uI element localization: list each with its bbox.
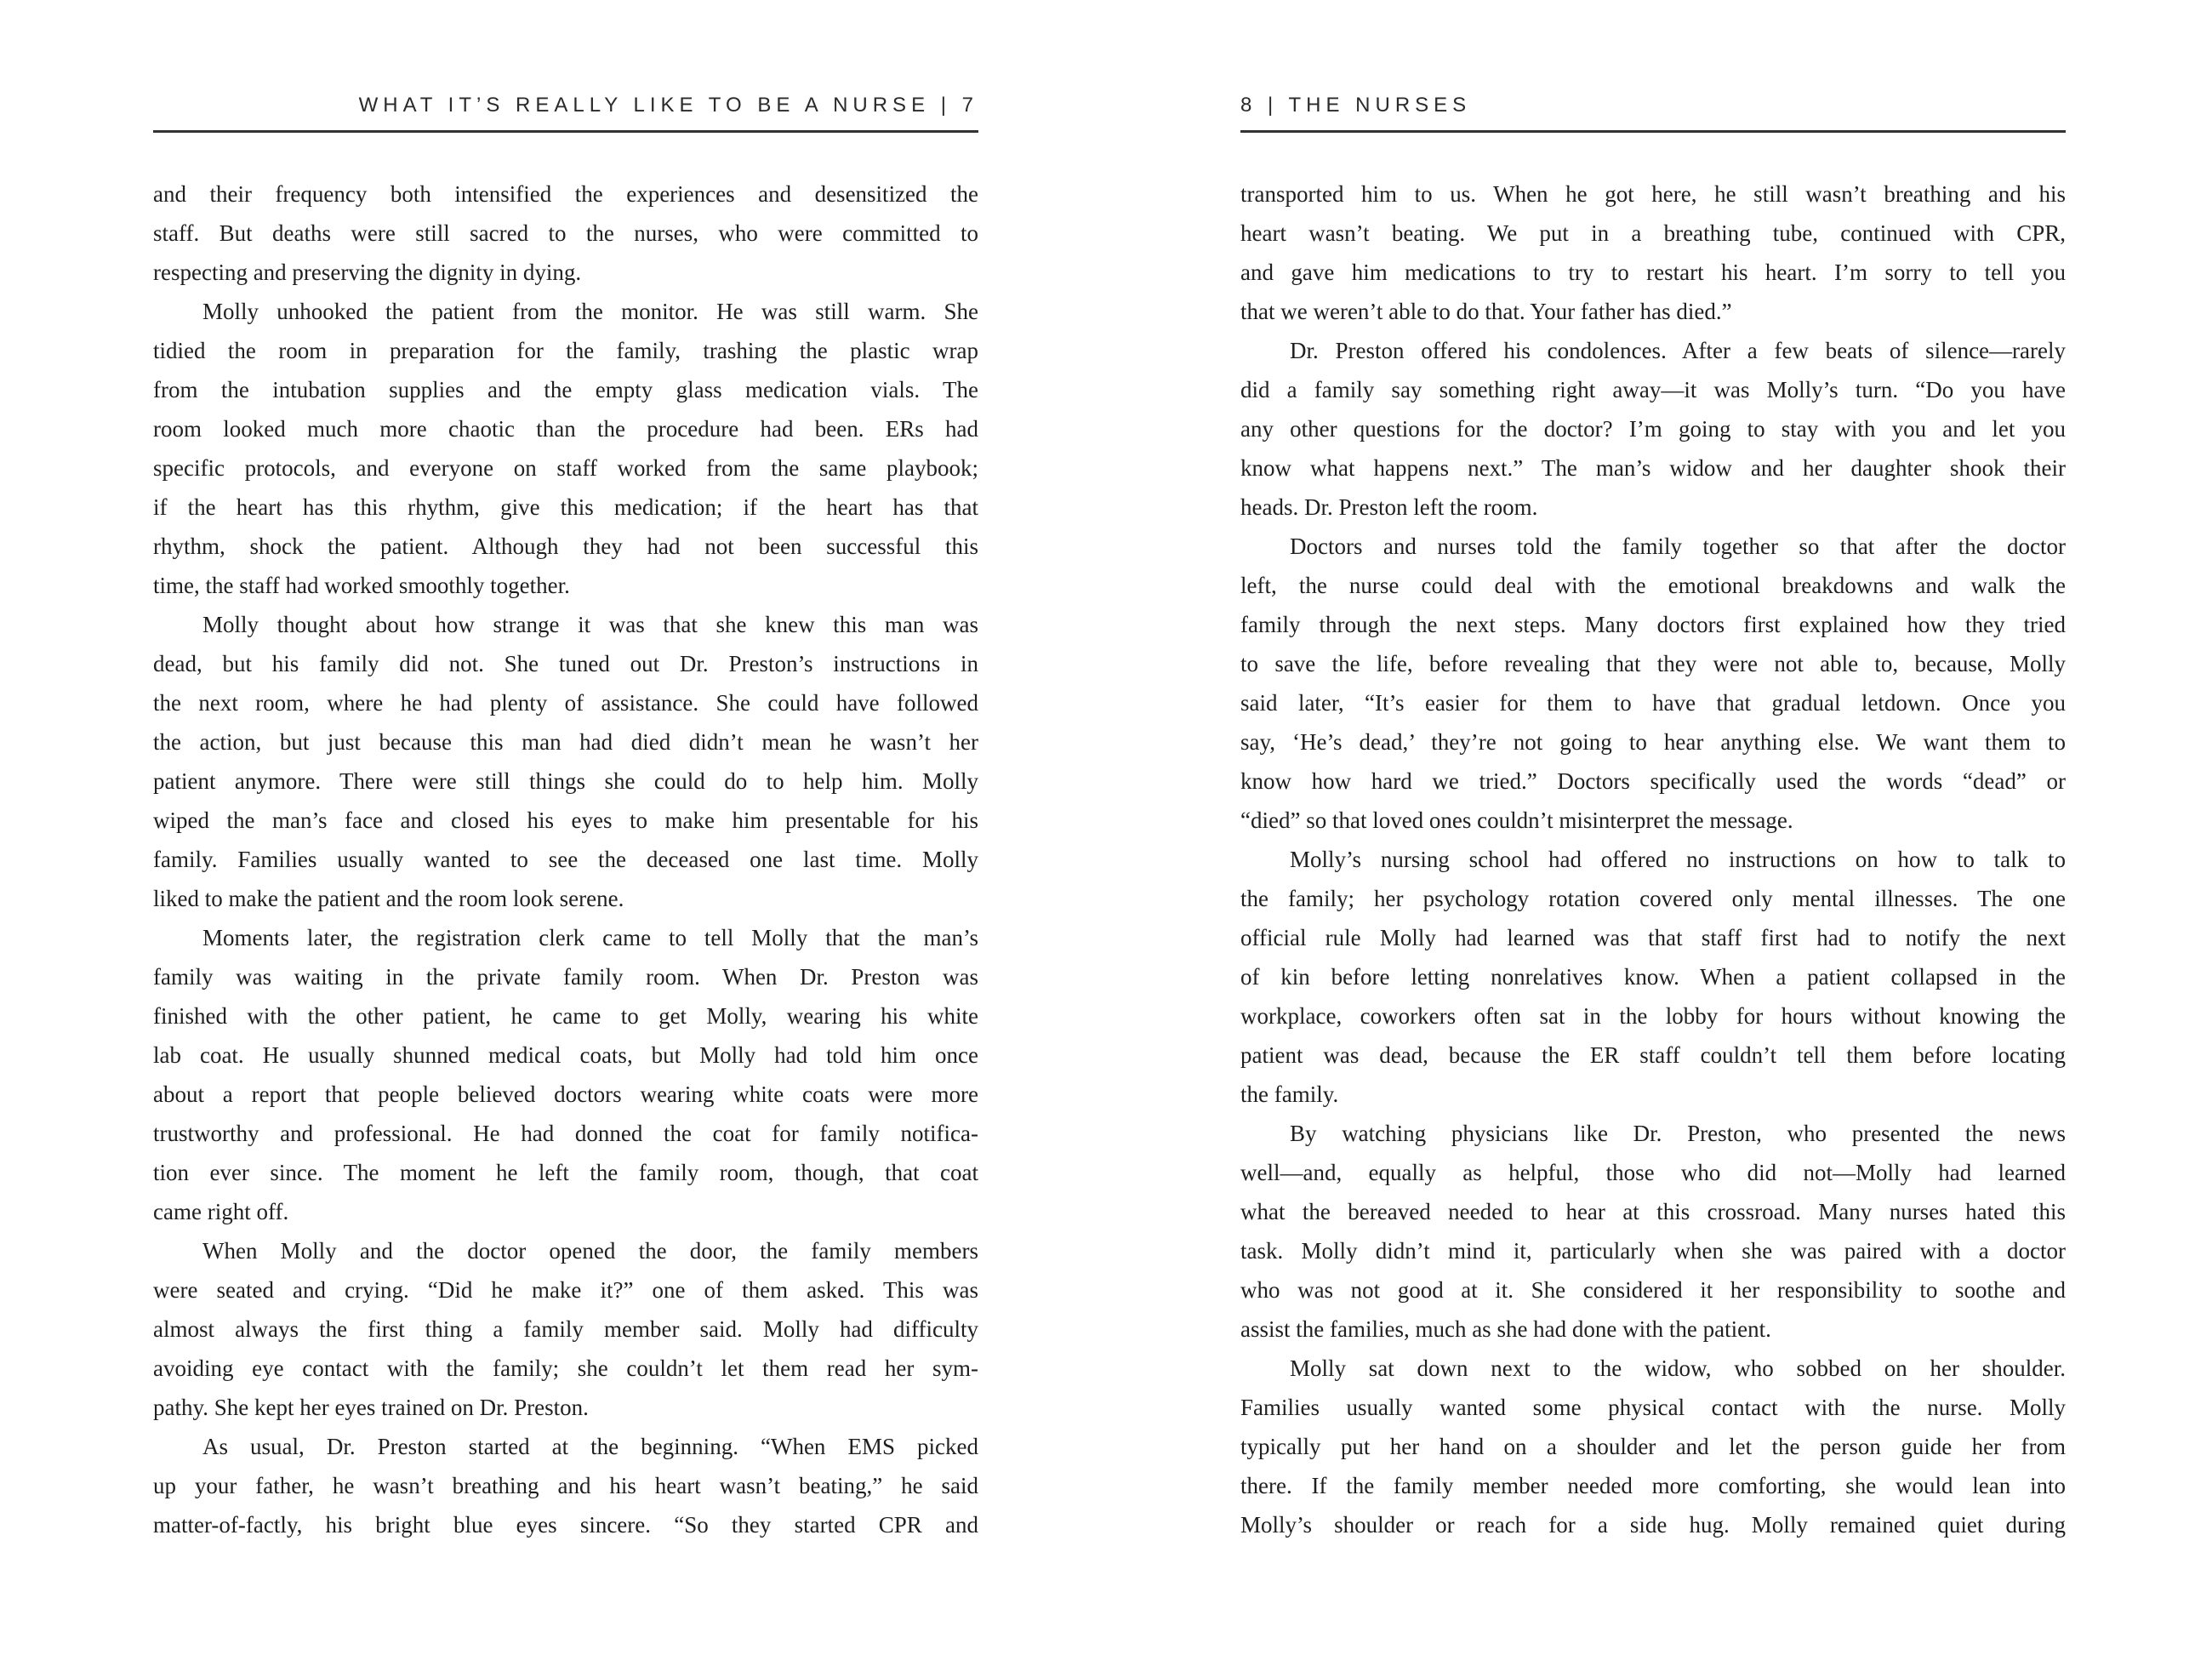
text-line: any other questions for the doctor? I’m going to stay with you and let you [1240, 416, 2066, 442]
text-line: know how hard we tried.” Doctors specifically used the words “dead” or [1240, 768, 2066, 794]
page-body-right [1240, 174, 2066, 1544]
text-line: staff. But deaths were still sacred to the nurses, who were committed to [153, 220, 978, 246]
text-line: “died” so that loved ones couldn’t misinterpret the message. [1240, 807, 1793, 833]
text-line: and gave him medications to try to restart his heart. I’m sorry to tell you [1240, 260, 2066, 285]
text-line: left, the nurse could deal with the emotional breakdowns and walk the [1240, 573, 2066, 598]
text-line: transported him to us. When he got here, he still wasn’t breathing and his [1240, 181, 2066, 207]
text-line: well—and, equally as helpful, those who did not—Molly had learned [1240, 1160, 2066, 1185]
header-rule-left [153, 130, 978, 133]
text-line: up your father, he wasn’t breathing and his heart wasn’t beating,” he said [153, 1473, 978, 1498]
text-line: and their frequency both intensified the experiences and desensitized the [153, 181, 978, 207]
text-line: what the bereaved needed to hear at this crossroad. Many nurses hated this [1240, 1199, 2066, 1224]
text-line: of kin before letting nonrelatives know. When a patient collapsed in the [1240, 964, 2066, 990]
text-line: wiped the man’s face and closed his eyes to make him presentable for his [153, 807, 978, 833]
text-line: pathy. She kept her eyes trained on Dr. Preston. [153, 1395, 589, 1420]
text-line: about a report that people believed doctors wearing white coats were more [153, 1081, 978, 1107]
text-line: avoiding eye contact with the family; she couldn’t let them read her sym- [153, 1355, 978, 1381]
text-line: did a family say something right away—it was Molly’s turn. “Do you have [1240, 377, 2066, 402]
text-line: Molly’s nursing school had offered no instructions on how to talk to [1290, 847, 2066, 872]
text-line: came right off. [153, 1199, 289, 1224]
text-line: liked to make the patient and the room look serene. [153, 886, 624, 911]
right-page [1240, 0, 2066, 1672]
text-line: the next room, where he had plenty of assistance. She could have followed [153, 690, 978, 716]
text-line: dead, but his family did not. She tuned out Dr. Preston’s instructions in [153, 651, 978, 676]
text-line: As usual, Dr. Preston started at the beginning. “When EMS picked [202, 1434, 978, 1459]
text-line: task. Molly didn’t mind it, particularly when she was paired with a doctor [1240, 1238, 2066, 1264]
text-line: Families usually wanted some physical contact with the nurse. Molly [1240, 1395, 2066, 1420]
text-line: heart wasn’t beating. We put in a breathing tube, continued with CPR, [1240, 220, 2066, 246]
text-line: family. Families usually wanted to see the deceased one last time. Molly [153, 847, 978, 872]
text-line: were seated and crying. “Did he make it?” one of them asked. This was [153, 1277, 978, 1303]
text-line: almost always the first thing a family member said. Molly had difficulty [153, 1316, 978, 1342]
text-line: said later, “It’s easier for them to have that gradual letdown. Once you [1240, 690, 2066, 716]
text-line: room looked much more chaotic than the procedure had been. ERs had [153, 416, 978, 442]
text-line: rhythm, shock the patient. Although they had not been successful this [153, 534, 978, 559]
text-line: respecting and preserving the dignity in dying. [153, 260, 582, 285]
text-line: tidied the room in preparation for the family, trashing the plastic wrap [153, 338, 978, 363]
text-line: time, the staff had worked smoothly together. [153, 573, 570, 598]
text-line: say, ‘He’s dead,’ they’re not going to hear anything else. We want them to [1240, 729, 2066, 755]
text-line: heads. Dr. Preston left the room. [1240, 494, 1538, 520]
text-line: Molly’s shoulder or reach for a side hug. Molly remained quiet during [1240, 1512, 2066, 1538]
text-line: By watching physicians like Dr. Preston, who presented the news [1290, 1121, 2066, 1146]
text-line: Molly unhooked the patient from the monitor. He was still warm. She [202, 299, 978, 324]
running-head-left: WHAT IT’S REALLY LIKE TO BE A NURSE | 7 [358, 94, 978, 117]
text-line: Moments later, the registration clerk came to tell Molly that the man’s [202, 925, 978, 950]
text-line: to save the life, before revealing that they were not able to, because, Molly [1240, 651, 2066, 676]
text-line: Molly thought about how strange it was that she knew this man was [202, 612, 978, 637]
text-line: lab coat. He usually shunned medical coats, but Molly had told him once [153, 1042, 978, 1068]
text-line: matter-of-factly, his bright blue eyes sincere. “So they started CPR and [153, 1512, 978, 1538]
text-line: typically put her hand on a shoulder and let the person guide her from [1240, 1434, 2066, 1459]
text-line: patient was dead, because the ER staff couldn’t tell them before locating [1240, 1042, 2066, 1068]
text-line: specific protocols, and everyone on staff worked from the same playbook; [153, 455, 978, 481]
text-line: know what happens next.” The man’s widow and her daughter shook their [1240, 455, 2066, 481]
page-body-left [153, 174, 978, 1544]
text-line: finished with the other patient, he came to get Molly, wearing his white [153, 1003, 978, 1029]
text-line: family was waiting in the private family room. When Dr. Preston was [153, 964, 978, 990]
text-line: family through the next steps. Many doctors first explained how they tried [1240, 612, 2066, 637]
text-line: official rule Molly had learned was that staff first had to notify the next [1240, 925, 2066, 950]
text-line: the action, but just because this man had died didn’t mean he wasn’t her [153, 729, 978, 755]
text-line: Dr. Preston offered his condolences. After a few beats of silence—rarely [1290, 338, 2066, 363]
text-line: Molly sat down next to the widow, who sobbed on her shoulder. [1290, 1355, 2066, 1381]
text-line: assist the families, much as she had done with the patient. [1240, 1316, 1771, 1342]
text-line: When Molly and the doctor opened the door, the family members [202, 1238, 978, 1264]
text-line: trustworthy and professional. He had donned the coat for family notifica- [153, 1121, 978, 1146]
text-line: the family; her psychology rotation covered only mental illnesses. The one [1240, 886, 2066, 911]
text-line: patient anymore. There were still things she could do to help him. Molly [153, 768, 978, 794]
text-line: Doctors and nurses told the family together so that after the doctor [1290, 534, 2066, 559]
text-line: the family. [1240, 1081, 1339, 1107]
text-line: who was not good at it. She considered it her responsibility to soothe and [1240, 1277, 2066, 1303]
running-head-right: 8 | THE NURSES [1240, 94, 1472, 117]
text-line: there. If the family member needed more comforting, she would lean into [1240, 1473, 2066, 1498]
left-page [153, 0, 978, 1672]
text-line: that we weren’t able to do that. Your father has died.” [1240, 299, 1732, 324]
text-line: tion ever since. The moment he left the family room, though, that coat [153, 1160, 978, 1185]
text-line: workplace, coworkers often sat in the lobby for hours without knowing the [1240, 1003, 2066, 1029]
text-line: if the heart has this rhythm, give this medication; if the heart has that [153, 494, 978, 520]
header-rule-right [1240, 130, 2066, 133]
text-line: from the intubation supplies and the empty glass medication vials. The [153, 377, 978, 402]
